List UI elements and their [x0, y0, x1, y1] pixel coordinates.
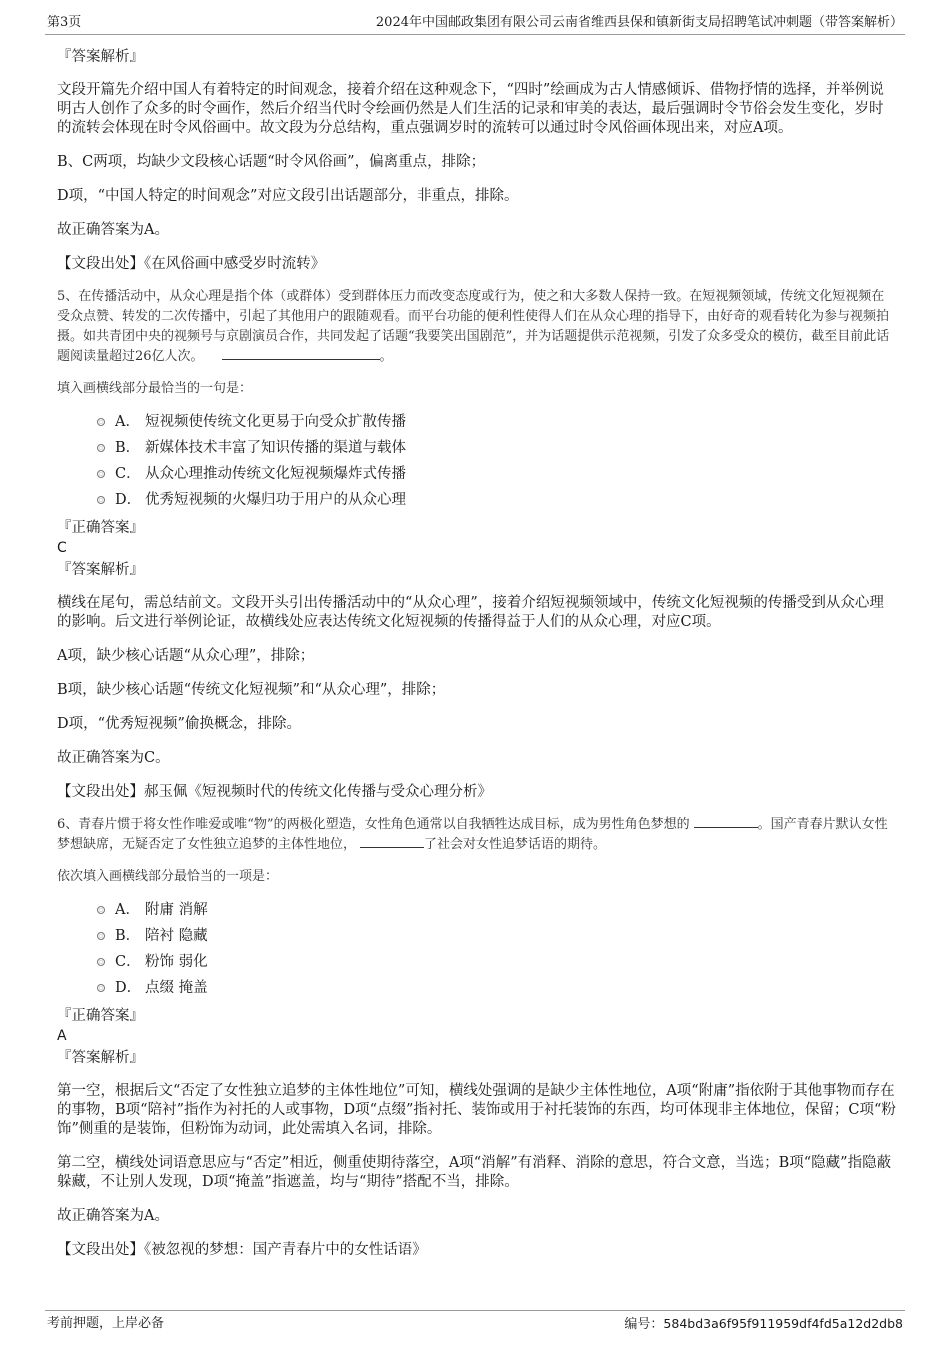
radio-button-icon[interactable]	[97, 984, 105, 992]
option-d[interactable]: D． 优秀短视频的火爆归功于用户的从众心理	[57, 487, 897, 513]
option-a[interactable]: A． 短视频使传统文化更易于向受众扩散传播	[57, 409, 897, 435]
question-6-prompt: 依次填入画横线部分最恰当的一项是：	[57, 869, 279, 884]
analysis-paragraph: A项，缺少核心话题“从众心理”，排除；	[57, 648, 315, 664]
conclusion: 故正确答案为C。	[57, 750, 170, 766]
page-footer	[45, 1310, 905, 1335]
analysis-paragraph: 文段开篇先介绍中国人有着特定的时间观念，接着介绍在这种观念下，“四时”绘画成为古人情感倾诉、借物抒情的选择，并举例说明古人创作了众多的时令画作，然后介绍当代时令绘画仍然是人们生活的记录和审美的表达，最后强调时令节俗会发生变化，岁时的流转会体现在时令风俗画中。故文段为分总结构，重点强调岁时的流转可以通过时令风俗画体现出来，对应A项。	[57, 82, 884, 136]
answer-blank	[360, 835, 424, 848]
question-5-options	[57, 409, 897, 513]
option-c[interactable]: C． 粉饰 弱化	[57, 949, 897, 975]
correct-answer: A	[57, 1028, 67, 1044]
analysis-paragraph: 横线在尾句，需总结前文。文段开头引出传播活动中的“从众心理”，接着介绍短视频领域中，传统文化短视频的传播受到从众心理的影响。后文进行举例论证，故横线处应表达传统文化短视频的传播得益于人们的从众心理，对应C项。	[57, 595, 884, 630]
footer-slogan: 考前押题，上岸必备	[47, 1316, 165, 1331]
question-5-prompt: 填入画横线部分最恰当的一句是：	[57, 381, 253, 396]
radio-button-icon[interactable]	[97, 444, 105, 452]
source-citation: 【文段出处】《被忽视的梦想：国产青春片中的女性话语》	[57, 1242, 427, 1258]
radio-button-icon[interactable]	[97, 958, 105, 966]
option-b[interactable]: B． 陪衬 隐藏	[57, 923, 897, 949]
option-d[interactable]: D． 点缀 掩盖	[57, 975, 897, 1001]
answer-blank	[694, 815, 758, 828]
analysis-paragraph: D项，“优秀短视频”偷换概念，排除。	[57, 716, 301, 732]
correct-answer: C	[57, 540, 67, 556]
radio-button-icon[interactable]	[97, 906, 105, 914]
analysis-paragraph: B、C两项，均缺少文段核心话题“时令风俗画”，偏离重点，排除；	[57, 154, 486, 170]
page-header	[45, 14, 905, 35]
source-citation: 【文段出处】郝玉佩《短视频时代的传统文化传播与受众心理分析》	[57, 784, 492, 800]
analysis-paragraph: D项，“中国人特定的时间观念”对应文段引出话题部分，非重点，排除。	[57, 188, 519, 204]
page-content	[57, 44, 897, 1260]
page-number: 第3页	[47, 15, 82, 30]
conclusion: 故正确答案为A。	[57, 1208, 169, 1224]
option-c[interactable]: C． 从众心理推动传统文化短视频爆炸式传播	[57, 461, 897, 487]
analysis-tag: 『答案解析』	[57, 1050, 144, 1066]
question-6-text: 6、青春片惯于将女性作唯爱或唯“物”的两极化塑造，女性角色通常以自我牺牲达成目标，成为男性角色梦想的 。国产青春片默认女性梦想缺席，无疑否定了女性独立追梦的主体性地位， 了社会对女性追梦话语的期待。	[57, 817, 888, 852]
document-title: 2024年中国邮政集团有限公司云南省维西县保和镇新街支局招聘笔试冲刺题（带答案解析）	[375, 15, 903, 30]
option-a[interactable]: A． 附庸 消解	[57, 897, 897, 923]
radio-button-icon[interactable]	[97, 932, 105, 940]
analysis-paragraph: B项，缺少核心话题“传统文化短视频”和“从众心理”，排除；	[57, 682, 446, 698]
question-6-options	[57, 897, 897, 1001]
radio-button-icon[interactable]	[97, 418, 105, 426]
analysis-paragraph: 第一空，根据后文“否定了女性独立追梦的主体性地位”可知，横线处强调的是缺少主体性地位，A项“附庸”指依附于其他事物而存在的事物，B项“陪衬”指作为衬托的人或事物，D项“点缀”指衬托、装饰或用于衬托装饰的东西，均可体现非主体地位，保留；C项“粉饰”侧重的是装饰，但粉饰为动词，此处需填入名词，排除。	[57, 1083, 896, 1137]
radio-button-icon[interactable]	[97, 470, 105, 478]
analysis-tag: 『答案解析』	[57, 49, 144, 65]
correct-answer-tag: 『正确答案』	[57, 1008, 144, 1024]
option-b[interactable]: B． 新媒体技术丰富了知识传播的渠道与载体	[57, 435, 897, 461]
question-5-text: 5、在传播活动中，从众心理是指个体（或群体）受到群体压力而改变态度或行为，使之和大多数人保持一致。在短视频领域，传统文化短视频在受众点赞、转发的二次传播中，引起了其他用户的跟随观看。而平台功能的便利性使得人们在从众心理的指导下，由好奇的观看转化为参与视频拍摄。如共青团中央的视频号与京剧演员合作，共同发起了话题“我要笑出国剧范”，并为话题提供示范视频，引发了众多受众的模仿，截至目前此话题阅读量超过26亿人次。 。	[57, 289, 890, 364]
conclusion: 故正确答案为A。	[57, 222, 169, 238]
radio-button-icon[interactable]	[97, 496, 105, 504]
source-citation: 【文段出处】《在风俗画中感受岁时流转》	[57, 256, 326, 272]
analysis-paragraph: 第二空，横线处词语意思应与“否定”相近，侧重使期待落空，A项“消解”有消释、消除的意思，符合文意，当选；B项“隐藏”指隐蔽躲藏，不让别人发现，D项“掩盖”指遮盖，均与“期待”搭配不当，排除。	[57, 1155, 892, 1190]
document-code: 编号：584bd3a6f95f911959df4fd5a12d2db8	[624, 1316, 903, 1332]
analysis-tag: 『答案解析』	[57, 562, 144, 578]
correct-answer-tag: 『正确答案』	[57, 520, 144, 536]
answer-blank	[222, 347, 380, 360]
